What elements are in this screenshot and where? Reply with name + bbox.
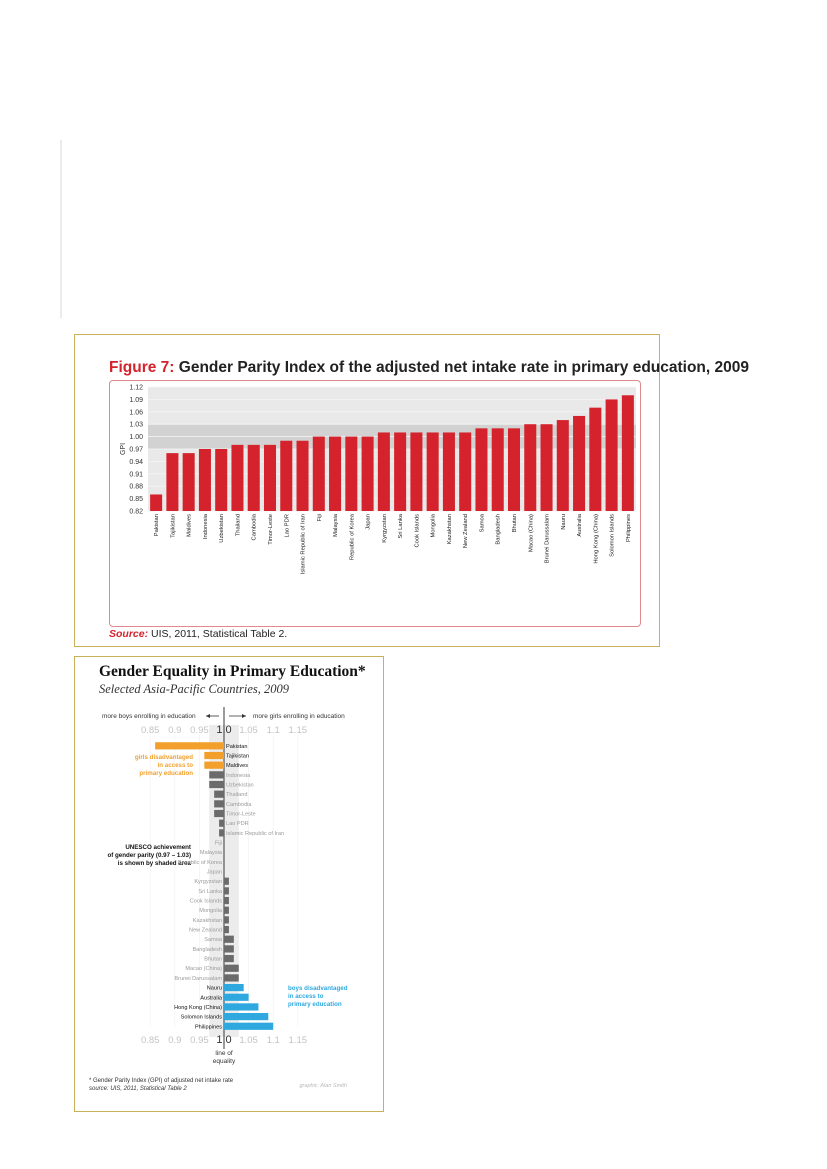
bar-uzbekistan [209,781,224,788]
bar-australia [573,416,585,511]
country-label: Republic of Korea [177,859,222,866]
y-tick-label: 1.06 [129,409,143,417]
bar-uzbekistan [215,449,227,511]
bar-nauru [557,420,569,511]
infographic-title: Gender Equality in Primary Education* [99,663,366,680]
bar-bhutan [508,428,520,511]
bar-mongolia [427,432,439,511]
infographic-chart [75,657,383,1111]
x-tick-label-top: 1.05 [239,725,258,736]
bar-malaysia [329,437,341,511]
girls-note-line-2: in access to [157,762,193,769]
x-tick-label-bottom: 0.95 [190,1035,209,1046]
country-label: Indonesia [226,772,251,779]
x-tick-label: Hong Kong (China) [593,514,600,564]
figure-7-frame [74,334,749,647]
girls-note-line-3: primary education [139,770,193,777]
x-tick-label: Cambodia [251,514,258,541]
country-label: Uzbekistan [226,782,254,789]
country-label: New Zealand [189,927,222,934]
country-label: Mongolia [199,908,222,915]
x-tick-label: Malaysia [333,514,340,537]
boys-note-line-3: primary education [288,1001,342,1008]
left-direction-label: more boys enrolling in education [102,713,196,720]
bar-new-zealand [459,432,471,511]
bar-macao-china- [224,965,239,972]
bar-maldives [183,453,195,511]
bar-philippines [622,395,634,511]
country-label: Bhutan [204,956,222,963]
country-label: Nauru [206,985,222,992]
bar-sri-lanka [224,887,229,894]
bar-macao-china- [524,424,536,511]
x-tick-label: Uzbekistan [219,514,226,543]
y-tick-label: 0.94 [129,458,143,466]
bar-nauru [224,984,244,991]
infographic-subtitle: Selected Asia-Pacific Countries, 2009 [99,682,290,696]
bar-brunei-darussalam [224,974,239,981]
bar-kazakhstan [224,916,229,923]
bar-brunei-darussalam [541,424,553,511]
bar-sri-lanka [394,432,406,511]
bar-maldives [204,762,224,769]
y-tick-label: 1.09 [129,396,143,404]
bar-samoa [224,936,234,943]
infographic-frame [74,656,384,1112]
x-tick-label: Maldives [186,514,193,537]
right-arrow-head [242,714,246,718]
bar-japan [362,437,374,511]
x-tick-label: New Zealand [463,514,470,549]
x-tick-label: Kyrgyzstan [381,514,388,543]
bar-indonesia [199,449,211,511]
bar-republic-of-korea [345,437,357,511]
country-label: Tajikistan [226,753,250,760]
y-tick-label: 0.82 [129,508,143,516]
bar-philippines [224,1023,273,1030]
bar-timor-leste [214,810,224,817]
x-tick-label: Timor-Leste [268,514,274,545]
country-label: Kyrgyzstan [194,879,222,886]
source-text: UIS, 2011, Statistical Table 2. [151,628,288,640]
country-label: Maldives [226,763,249,770]
source-label: Source: [109,628,149,640]
bar-bangladesh [492,428,504,511]
bar-australia [224,994,249,1001]
figure-7-source [109,628,287,640]
x-tick-label: Samoa [479,514,486,533]
y-tick-label: 1.12 [129,384,143,392]
x-tick-label: Solomon Islands [609,514,616,557]
figure-7-panel [109,380,641,627]
y-tick-label: 0.91 [129,471,143,479]
bar-new-zealand [224,926,229,933]
x-tick-label: Indonesia [202,514,209,540]
x-tick-label-bottom: 1.1 [266,1035,280,1046]
bar-cambodia [248,445,260,511]
country-label: Thailand [226,792,248,799]
unesco-note-line-1: UNESCO achievement [125,844,191,851]
bar-kyrgyzstan [378,432,390,511]
bar-pakistan [155,742,224,749]
unesco-note-line-3: is shown by shaded area [117,860,191,867]
x-tick-label-bottom: 1.05 [239,1035,258,1046]
line-of-equality-label-2: equality [212,1058,236,1065]
country-label: Brunei Darussalam [174,975,222,982]
x-tick-label-top: 0.9 [168,725,182,736]
country-label: Sri Lanka [198,888,222,895]
figure-7-title-label: Figure 7: [109,359,175,376]
left-arrow-head [206,714,210,718]
footnote-gpi: * Gender Parity Index (GPI) of adjusted net intake rate [89,1078,234,1084]
graphic-credit: graphic: Alan Smith [299,1083,347,1089]
x-tick-label: Islamic Republic of Iran [300,514,307,575]
bar-thailand [231,445,243,511]
country-label: Malaysia [199,850,222,857]
line-of-equality-label-1: line of [215,1050,233,1057]
country-label: Timor-Leste [226,811,256,818]
bar-hong-kong-china- [224,1003,258,1010]
bar-pakistan [150,494,162,511]
country-label: Islamic Republic of Iran [226,830,285,837]
margin-rule [60,140,62,318]
x-tick-label: Philippines [625,514,632,543]
bar-bhutan [224,955,234,962]
x-tick-label: Sri Lanka [398,514,405,539]
y-axis-label: GPI [120,442,127,456]
x-tick-label-top: 1.1 [266,725,280,736]
x-tick-label: Tajikistan [170,514,177,538]
x-tick-label: Pakistan [154,514,161,537]
country-label: Hong Kong (China) [174,1004,222,1011]
x-tick-label: Nauru [560,514,567,530]
bar-islamic-republic-of-iran [297,441,309,511]
country-label: Macao (China) [185,966,222,973]
bar-hong-kong-china- [589,408,601,511]
figure-7-chart [110,381,640,626]
bar-fiji [313,437,325,511]
girls-note-line-1: girls disadvantaged [134,754,193,761]
y-tick-label: 1.00 [129,434,143,442]
y-tick-label: 0.88 [129,483,143,491]
x-tick-label: Japan [365,514,372,530]
bar-solomon-islands [606,399,618,511]
boys-note-line-1: boys disadvantaged [288,985,348,992]
x-tick-label: Bangladesh [495,514,502,545]
footnote-source: source: UIS, 2011, Statistical Table 2 [89,1086,187,1092]
bar-lao-pdr [219,820,224,827]
x-tick-label-bottom: 0.9 [168,1035,182,1046]
bar-solomon-islands [224,1013,268,1020]
x-tick-label-top: 1.15 [288,725,308,736]
bar-bangladesh [224,945,234,952]
x-tick-label-bottom: 1.0 [216,1034,232,1046]
bar-cook-islands [224,897,229,904]
bar-tajikistan [166,453,178,511]
figure-7-title-text: Gender Parity Index of the adjusted net intake rate in primary education, 2009 [178,359,749,376]
bar-tajikistan [204,752,224,759]
country-label: Philippines [194,1024,222,1031]
x-tick-label-top: 1.0 [216,724,232,736]
y-tick-label: 1.03 [129,421,143,429]
country-label: Cook Islands [189,898,222,905]
x-tick-label: Fiji [316,514,323,522]
x-tick-label: Thailand [235,514,242,537]
x-tick-label: Kazakhstan [446,514,453,545]
bar-timor-leste [264,445,276,511]
x-tick-label-bottom: 0.85 [140,1035,160,1046]
country-label: Bangladesh [192,946,222,953]
y-tick-label: 0.97 [129,446,143,454]
x-tick-label-bottom: 1.15 [288,1035,308,1046]
x-tick-label: Bhutan [512,514,518,533]
bar-lao-pdr [280,441,292,511]
country-label: Lao PDR [226,821,249,828]
x-tick-label: Brunei Darussalam [544,514,551,564]
bar-samoa [475,428,487,511]
country-label: Kazakhstan [192,917,222,924]
country-label: Australia [200,995,222,1002]
country-label: Cambodia [226,801,252,808]
x-tick-label: Australia [577,514,584,537]
bar-kyrgyzstan [224,878,229,885]
x-tick-label: Lao PDR [284,514,291,538]
x-tick-label-top: 0.85 [140,725,160,736]
unesco-note-line-2: of gender parity (0.97 – 1.03) [107,852,191,859]
bar-mongolia [224,907,229,914]
bar-thailand [214,791,224,798]
right-direction-label: more girls enrolling in education [253,713,345,720]
country-label: Japan [206,869,222,876]
bar-cook-islands [410,432,422,511]
x-tick-label-top: 0.95 [190,725,209,736]
x-tick-label: Republic of Korea [349,514,356,561]
boys-note-line-2: in access to [288,993,324,1000]
y-tick-label: 0.85 [129,496,143,504]
x-tick-label: Macao (China) [528,514,535,553]
country-label: Solomon Islands [180,1014,222,1021]
bar-indonesia [209,771,224,778]
bar-cambodia [214,800,224,807]
country-label: Samoa [204,937,222,944]
country-label: Fiji [214,840,222,847]
bar-kazakhstan [443,432,455,511]
bar-islamic-republic-of-iran [219,829,224,836]
figure-7-title [109,359,749,377]
country-label: Pakistan [226,743,248,750]
x-tick-label: Mongolia [430,514,437,538]
x-tick-label: Cook Islands [414,514,421,548]
